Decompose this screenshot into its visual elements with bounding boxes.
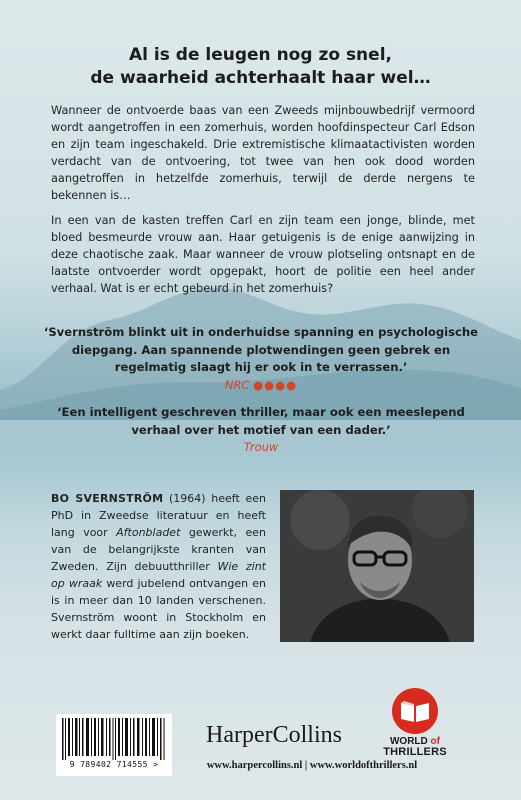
author-name: BO SVERNSTRÖM (51, 492, 164, 505)
quote-text: ‘Svernström blinkt uit in onderhuidse spanning en psychologische diepgang. Aan spannende plotwendingen geen gebrek en regelmatig slaagt hij er ook in te verrassen.’ (43, 325, 479, 374)
bio-text: werd jubelend ontvangen en is in meer dan 10 landen verschenen. Svernström woont in Stockholm en werkt daar fulltime aan zijn boeken. (51, 577, 266, 641)
wot-thrillers: THRILLERS (383, 746, 447, 758)
source-name: NRC (224, 377, 250, 392)
bio-text: (1964) heeft een PhD in Zweedse literatuur en heeft lang voor (51, 492, 266, 539)
author-photo (280, 490, 474, 642)
review-quote-nrc (38, 324, 484, 394)
wot-of: of (430, 736, 440, 747)
author-bio (51, 490, 266, 643)
wot-world: WORLD (389, 736, 428, 747)
barcode-number: 9 789402 714555 > (69, 760, 159, 769)
barcode (56, 714, 172, 776)
newspaper-title: Aftonbladet (116, 526, 181, 539)
blurb-paragraph-2: In een van de kasten treffen Carl en zijn team een jonge, blinde, met bloed besmeurde vrouw aan. Haar getuigenis is de enige aanwijzing in deze chaotische zaak. Maar wanneer de vrouw plotseling ontsnapt en de laatste ontvoerder wordt opgepakt, hoort de politie een heel ander verhaal. Wat is er echt gebeurd in het zomerhuis? (51, 214, 475, 295)
bio-text: gewerkt, een van de belangrijkste kranten van Zweden. Zijn debuutthriller (51, 526, 266, 573)
headline-line-1: Al is de leugen nog zo snel, (129, 45, 392, 65)
quote-source (38, 377, 484, 395)
quote-text: ‘Een intelligent geschreven thriller, maar ook een meeslepend verhaal over het motief van een dader.’ (57, 405, 465, 437)
publisher-urls: www.harpercollins.nl | www.worldofthrillers.nl (206, 760, 418, 771)
debut-title: Wie zint op wraak (51, 560, 266, 590)
quote-source: Trouw (243, 440, 279, 454)
blurb-paragraph-1: Wanneer de ontvoerde baas van een Zweeds mijnbouwbedrijf vermoord wordt aangetroffen in een zomerhuis, worden hoofdinspecteur Carl Edson en zijn team ingeschakeld. Drie extremistische klimaatactivisten worden verdacht van de ontvoering, tot twee van hen ook dood worden aangetroffen in hetzelfde zomerhuis, terwijl de derde nergens te bekennen is… (51, 104, 475, 202)
headline (0, 44, 521, 90)
world-of-thrillers-logo (370, 686, 460, 764)
rating-dots: ●●●● (253, 377, 298, 392)
review-quote-trouw (38, 404, 484, 457)
barcode-bars (62, 718, 166, 760)
headline-line-2: de waarheid achterhaalt haar wel… (90, 68, 431, 88)
book-icon (370, 686, 460, 736)
publisher-logo: HarperCollins (206, 722, 342, 748)
world-of-thrillers-text (370, 736, 460, 758)
